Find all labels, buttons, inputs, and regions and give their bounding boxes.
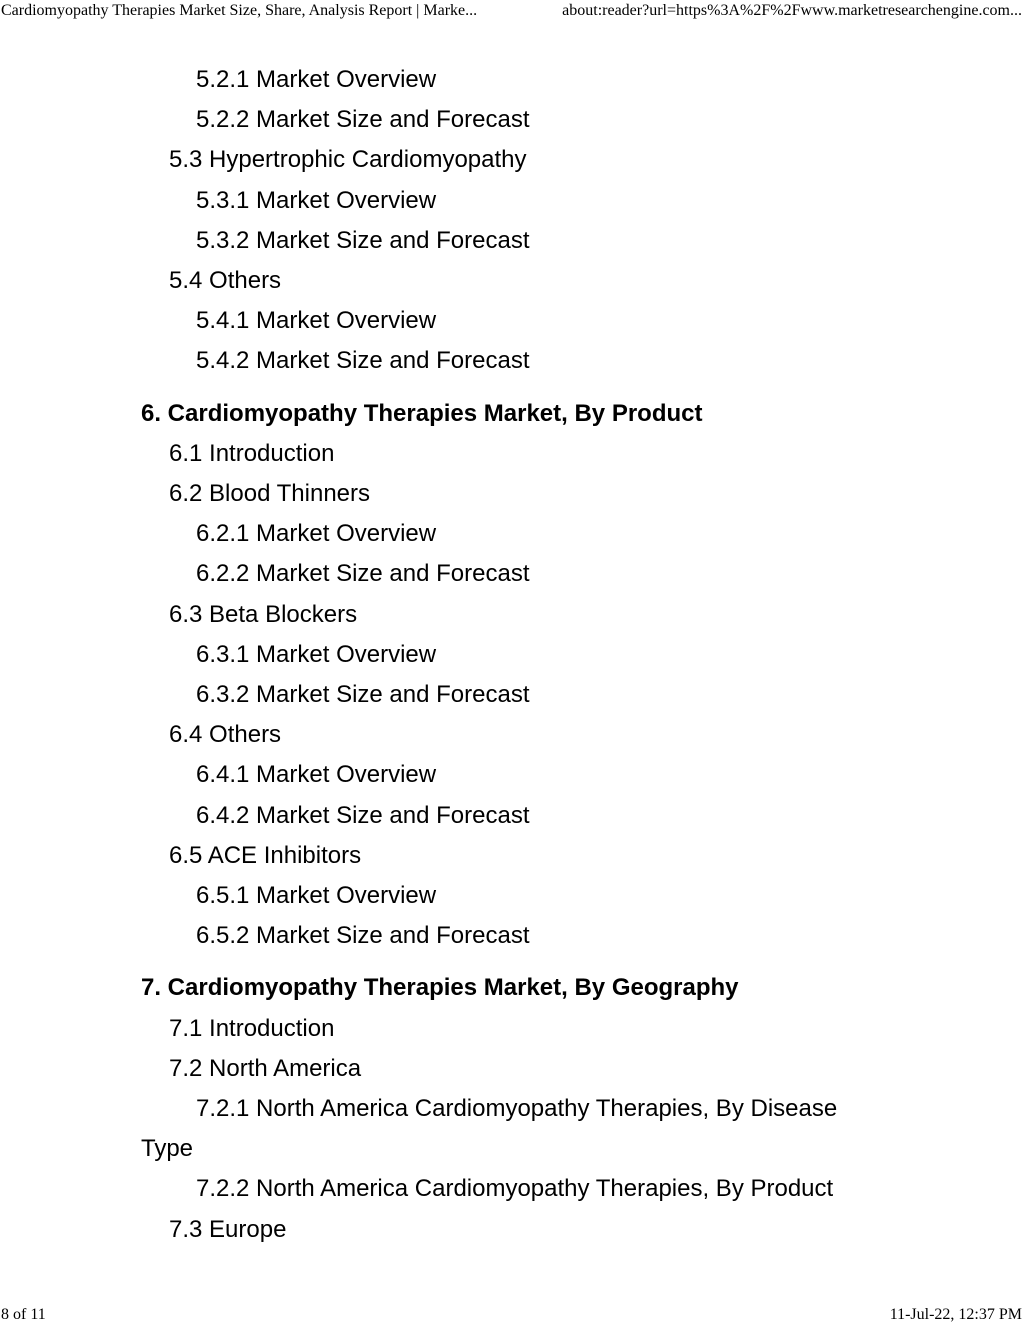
toc-item: 7.2.1 North America Cardiomyopathy Therapies, By Disease — [196, 1095, 838, 1123]
toc-item: 6.1 Introduction — [169, 439, 335, 467]
toc-item: 6.4.1 Market Overview — [196, 761, 437, 789]
toc-item: 6.3.2 Market Size and Forecast — [196, 681, 530, 709]
toc-item: 6.3.1 Market Overview — [196, 640, 437, 668]
toc-item: 5.4.2 Market Size and Forecast — [196, 347, 530, 375]
toc-item: 7.1 Introduction — [169, 1014, 335, 1042]
page-header-url: about:reader?url=https%3A%2F%2Fwww.marketresearchengine.com... — [562, 2, 1022, 19]
toc-item: 5.4 Others — [169, 267, 282, 295]
toc-item: 5.3 Hypertrophic Cardiomyopathy — [169, 146, 527, 174]
toc-item: 5.2.2 Market Size and Forecast — [196, 106, 530, 134]
toc-item: 5.3.2 Market Size and Forecast — [196, 226, 530, 254]
toc-section-heading: 7. Cardiomyopathy Therapies Market, By Geography — [141, 974, 739, 1002]
toc-item: 5.4.1 Market Overview — [196, 307, 437, 335]
print-datetime: 11-Jul-22, 12:37 PM — [889, 1306, 1022, 1323]
toc-item: 6.5.1 Market Overview — [196, 882, 437, 910]
toc-item: 7.2.2 North America Cardiomyopathy Therapies, By Product — [196, 1175, 834, 1203]
toc-section-heading: 6. Cardiomyopathy Therapies Market, By Product — [141, 399, 703, 427]
toc-item: 6.2 Blood Thinners — [169, 480, 371, 508]
toc-item: 5.2.1 Market Overview — [196, 66, 437, 93]
page-number: 8 of 11 — [1, 1306, 46, 1323]
toc-item: 7.2 North America — [169, 1054, 362, 1082]
toc-item: 6.4.2 Market Size and Forecast — [196, 801, 530, 829]
toc-item: 6.4 Others — [169, 721, 282, 749]
toc-item-continuation: Type — [141, 1135, 194, 1163]
toc-item: 5.3.1 Market Overview — [196, 186, 437, 214]
toc-item: 6.3 Beta Blockers — [169, 600, 358, 628]
page-header-title: Cardiomyopathy Therapies Market Size, Share, Analysis Report | Marke... — [1, 2, 478, 19]
toc-item: 6.5.2 Market Size and Forecast — [196, 922, 530, 950]
toc-item: 6.2.2 Market Size and Forecast — [196, 560, 530, 588]
toc-item: 6.2.1 Market Overview — [196, 520, 437, 548]
toc-item: 7.3 Europe — [169, 1215, 287, 1243]
toc-item: 6.5 ACE Inhibitors — [169, 841, 362, 869]
table-of-contents — [141, 60, 901, 1250]
